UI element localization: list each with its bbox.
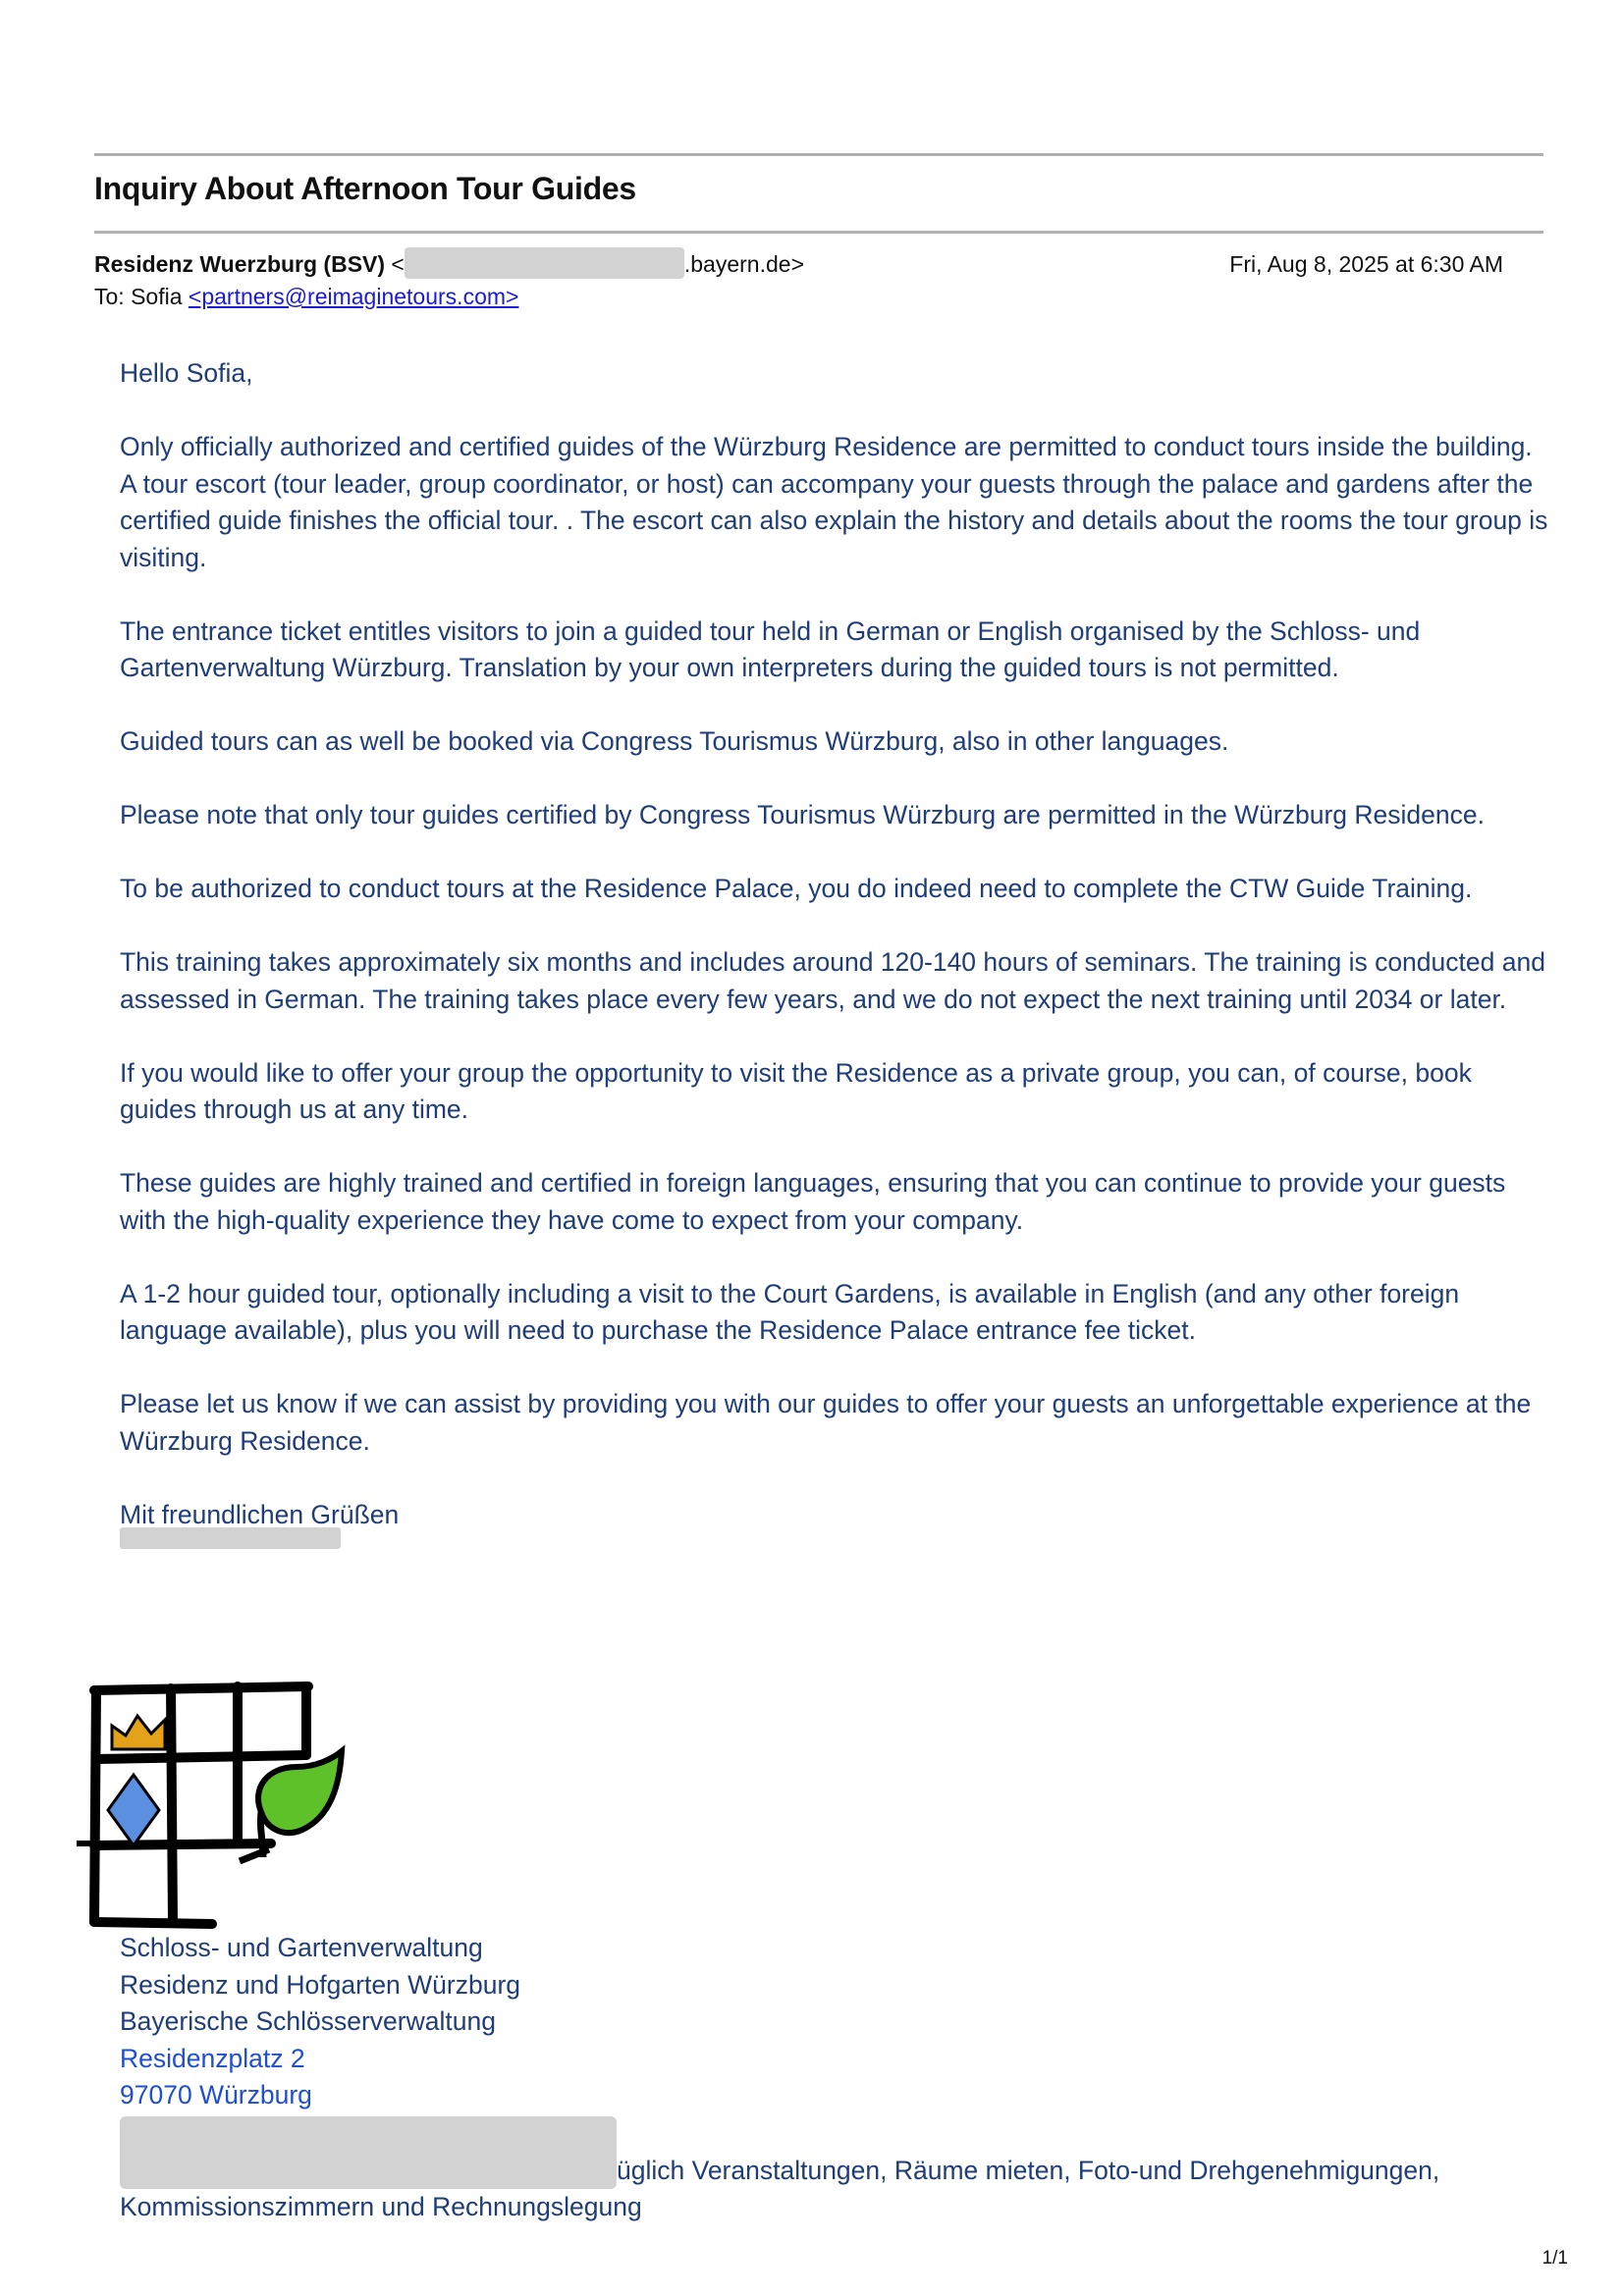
body-paragraph: If you would like to offer your group the opportunity to visit the Residence as a private group, you can, of course, book guides through us at any time. [120,1057,1472,1124]
crown-icon [112,1716,165,1749]
greeting: Hello Sofia, [120,358,253,388]
recipient-label: To: Sofia [94,284,189,309]
body-paragraph: Guided tours can as well be booked via Congress Tourismus Würzburg, also in other languages. [120,726,1229,756]
body-paragraph: Only officially authorized and certified guides of the Würzburg Residence are permitted to conduct tours inside the building. A tour escort (tour leader, group coordinator, or host) can accompany your guests through the palace and gardens after the certified guide finishes the official tour. . The escort can also explain the history and details about the rooms the tour group is visiting. [120,432,1548,572]
page-number: 1/1 [1542,2248,1568,2269]
sender-domain: .bayern.de> [683,251,804,277]
body-paragraph: Please note that only tour guides certified by Congress Tourismus Würzburg are permitted in the Würzburg Residence. [120,800,1485,829]
signature-address [120,1930,520,2114]
recipient-email-link[interactable]: <partners@reimaginetours.com> [188,284,519,309]
closing: Mit freundlichen Grüßen [120,1499,400,1529]
body-paragraph: These guides are highly trained and certified in foreign languages, ensuring that you can continue to provide your guests with the high-quality experience they have come to expect from your company. [120,1168,1506,1235]
leaf-icon [258,1751,342,1833]
org-line: Bayerische Schlösserverwaltung [120,2006,496,2036]
street-address: Residenzplatz 2 [120,2043,305,2073]
body-paragraph: The entrance ticket entitles visitors to join a guided tour held in German or English organised by the Schloss- und Gartenverwaltung Würzburg. Translation by your own interpreters during the guided tours is not permitted. [120,615,1421,682]
to-line [94,284,518,310]
body-paragraph: This training takes approximately six months and includes around 120-140 hours of seminars. The training is conducted and assessed in German. The training takes place every few years, and we do not expect the next training until 2034 or later. [120,947,1545,1014]
city-address: 97070 Würzburg [120,2080,312,2109]
diamond-icon [108,1775,159,1845]
email-body [120,355,1553,1549]
top-divider [94,153,1543,156]
body-paragraph: To be authorized to conduct tours at the Residence Palace, you do indeed need to complete the CTW Guide Training. [120,874,1473,903]
from-line [94,251,804,279]
footer-line: üglich Veranstaltungen, Räume mieten, Foto-und Drehgenehmigungen, [617,2156,1440,2185]
bavarian-palace-logo-icon [75,1665,359,1940]
footer-line: Kommissionszimmern und Rechnungslegung [120,2192,642,2221]
body-paragraph: Please let us know if we can assist by providing you with our guides to offer your guests an unforgettable experience at the Würzburg Residence. [120,1389,1532,1456]
email-subject: Inquiry About Afternoon Tour Guides [94,171,636,206]
sender-address-open: < [385,251,405,277]
redacted-contact-block [120,2116,617,2189]
body-paragraph: A 1-2 hour guided tour, optionally including a visit to the Court Gardens, is available in English (and any other foreign language available), plus you will need to purchase the Residence Palace entrance fee ticket. [120,1278,1460,1345]
org-line: Residenz und Hofgarten Würzburg [120,1969,521,2000]
org-line: Schloss- und Gartenverwaltung [120,1933,483,1962]
header-divider [94,231,1543,234]
email-date: Fri, Aug 8, 2025 at 6:30 AM [1229,251,1503,277]
redacted-email-local-part [405,247,684,279]
sender-name: Residenz Wuerzburg (BSV) [94,251,386,277]
